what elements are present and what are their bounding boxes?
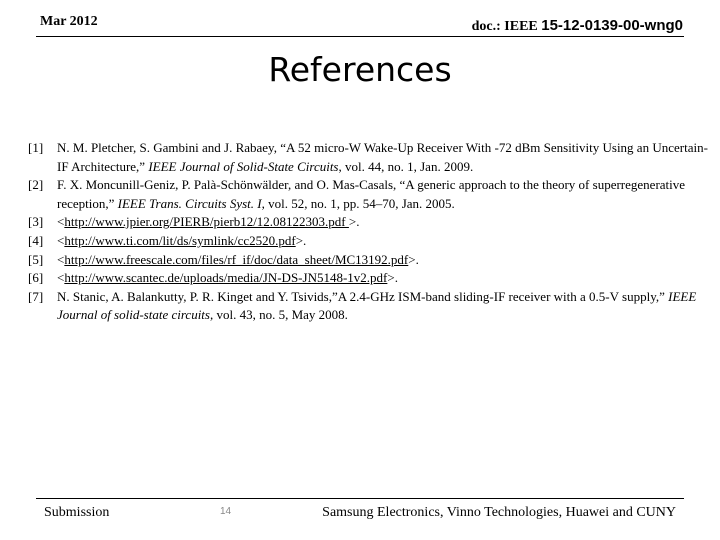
header-rule	[36, 36, 684, 37]
doc-prefix: doc.: IEEE	[471, 19, 538, 34]
reference-tail: >.	[295, 232, 307, 248]
reference-text: N. M. Pletcher, S. Gambini and J. Rabaey, “A 52 micro-W Wake-Up Receiver With -72 dBm Sensitivity Using an Uncertain-IF Architecture,”	[57, 140, 708, 174]
reference-link[interactable]: http://www.ti.com/lit/ds/symlink/cc2520.pdf	[64, 232, 296, 248]
reference-list	[28, 139, 708, 325]
reference-item	[28, 176, 708, 213]
reference-tail: vol. 52, no. 1, pp. 54–70, Jan. 2005.	[264, 195, 455, 211]
doc-number: 15-12-0139-00-wng0	[541, 17, 683, 34]
slide-title: References	[268, 50, 452, 89]
reference-link[interactable]: http://www.jpier.org/PIERB/pierb12/12.08122303.pdf	[64, 214, 349, 230]
reference-text: <	[57, 270, 65, 286]
reference-item	[28, 139, 708, 176]
page-number: 14	[220, 506, 232, 517]
reference-item	[28, 269, 708, 288]
reference-tail: , vol. 44, no. 1, Jan. 2009.	[338, 158, 474, 174]
reference-number: [5]	[28, 251, 44, 267]
reference-text: F. X. Moncunill-Geniz, P. Palà-Schönwälder, and O. Mas-Casals, “A generic approach to the theory of superregenerative reception,”	[57, 177, 686, 211]
reference-tail: vol. 43, no. 5, May 2008.	[213, 307, 348, 323]
reference-text: <	[57, 214, 65, 230]
reference-link[interactable]: http://www.scantec.de/uploads/media/JN-DS-JN5148-1v2.pdf	[64, 270, 388, 286]
reference-text: <	[57, 232, 65, 248]
reference-item	[28, 288, 708, 325]
reference-number: [2]	[28, 177, 44, 193]
reference-number: [3]	[28, 214, 44, 230]
reference-number: [6]	[28, 270, 44, 286]
reference-tail: >.	[348, 214, 360, 230]
header-doc-id	[472, 17, 683, 35]
reference-text: <	[57, 251, 65, 267]
footer-submission: Submission	[44, 505, 110, 520]
footer-authors: Samsung Electronics, Vinno Technologies, Huawei and CUNY	[322, 505, 676, 520]
reference-item	[28, 251, 708, 270]
reference-link[interactable]: http://www.freescale.com/files/rf_if/doc/data_sheet/MC13192.pdf	[64, 251, 409, 267]
reference-tail: >.	[408, 251, 419, 267]
reference-item	[28, 232, 708, 251]
reference-journal: IEEE Trans. Circuits Syst. I,	[117, 195, 265, 211]
reference-text: N. Stanic, A. Balankutty, P. R. Kinget and Y. Tsivids,”A 2.4-GHz ISM-band sliding-IF receiver with a 0.5-V supply,”	[57, 288, 669, 304]
reference-journal: IEEE Journal of solid-state circuits,	[57, 288, 697, 323]
reference-number: [7]	[28, 288, 44, 304]
reference-tail: >.	[387, 270, 398, 286]
footer-rule	[36, 498, 684, 499]
header-date: Mar 2012	[40, 14, 98, 29]
reference-number: [1]	[28, 140, 44, 155]
reference-journal: IEEE Journal of Solid-State Circuits	[148, 158, 339, 174]
reference-number: [4]	[28, 232, 44, 248]
reference-item	[28, 213, 708, 232]
